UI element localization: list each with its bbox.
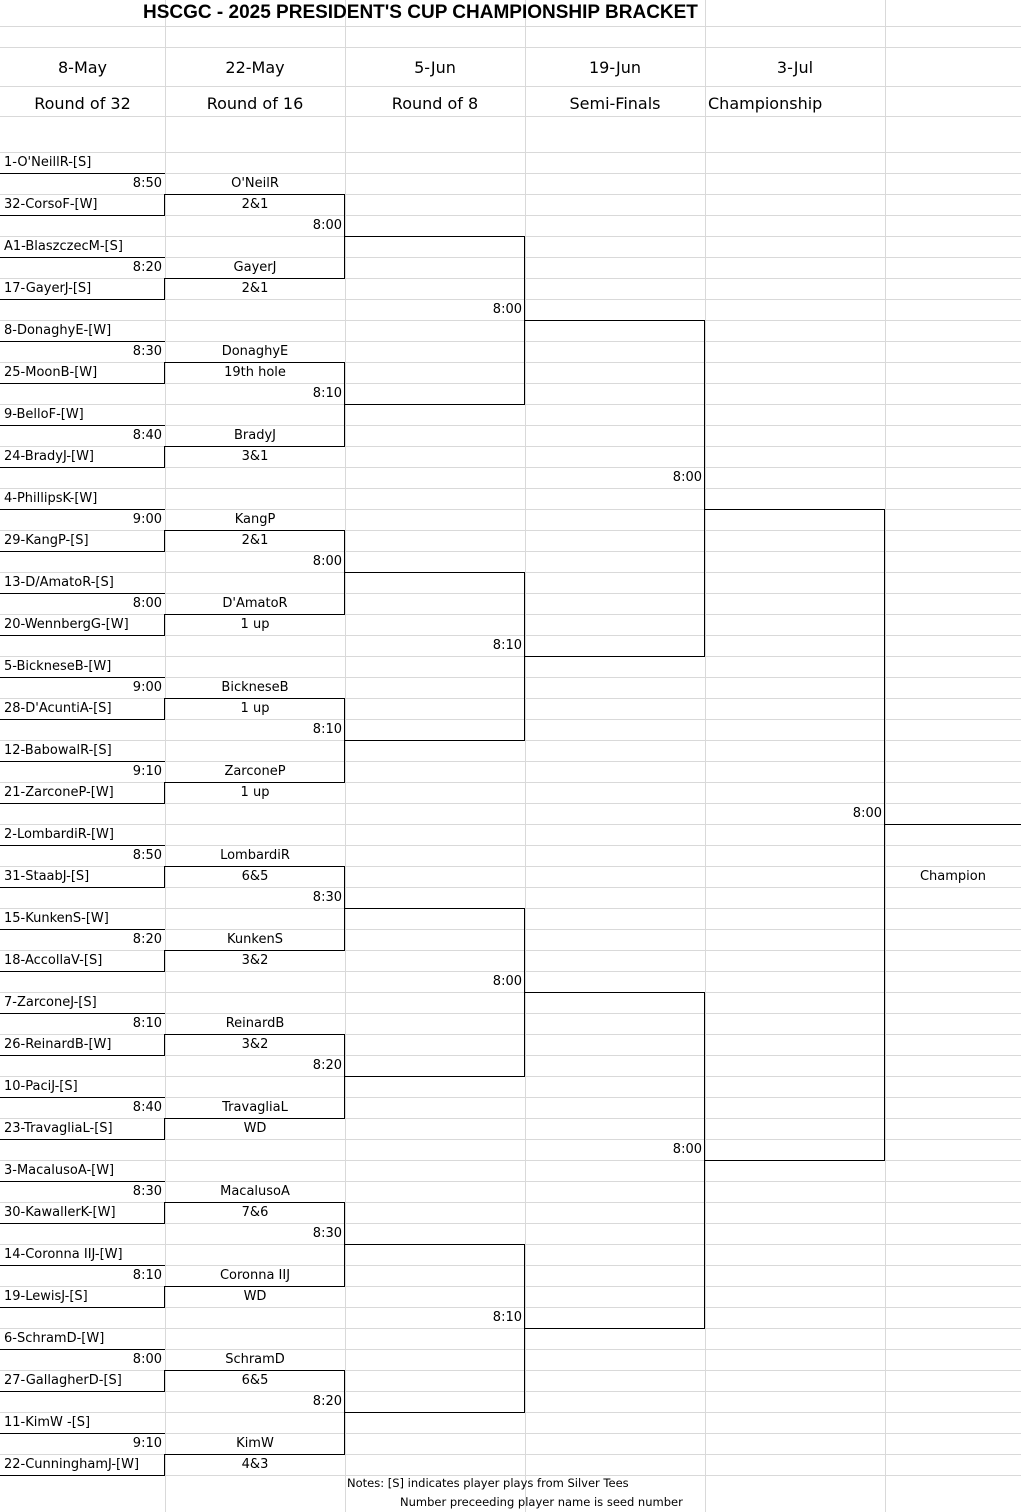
bracket-line — [704, 320, 705, 657]
player-bottom: 21-ZarconeP-[W] — [4, 785, 114, 800]
bracket-line — [0, 1223, 165, 1224]
match-winner: MacalusoA — [220, 1184, 290, 1199]
player-bottom: 23-TravagliaL-[S] — [4, 1121, 113, 1136]
player-bottom: 22-CunninghamJ-[W] — [4, 1457, 140, 1472]
match-score: 3&2 — [241, 1037, 269, 1052]
player-top: 3-MacalusoA-[W] — [4, 1163, 115, 1178]
tee-time: 8:50 — [132, 848, 162, 863]
match-winner: KangP — [234, 512, 276, 527]
player-bottom: 17-GayerJ-[S] — [4, 281, 92, 296]
player-bottom: 26-ReinardB-[W] — [4, 1037, 112, 1052]
tee-time: 8:20 — [132, 932, 162, 947]
bracket-line — [0, 1307, 165, 1308]
player-top: 9-BelloF-[W] — [4, 407, 84, 422]
tee-time: 8:30 — [132, 344, 162, 359]
match-winner: D'AmatoR — [222, 596, 288, 611]
round-date: 8-May — [57, 58, 108, 77]
tee-time: 8:20 — [312, 1058, 342, 1073]
round-date: 19-Jun — [588, 58, 642, 77]
tee-time: 8:00 — [132, 1352, 162, 1367]
player-bottom: 30-KawallerK-[W] — [4, 1205, 116, 1220]
match-winner: O'NeilR — [231, 176, 279, 191]
tee-time: 8:50 — [132, 176, 162, 191]
match-score: 6&5 — [241, 1373, 269, 1388]
player-bottom: 24-BradyJ-[W] — [4, 449, 95, 464]
match-winner: Coronna IIJ — [219, 1268, 291, 1283]
tee-time: 9:10 — [132, 764, 162, 779]
tee-time: 8:20 — [312, 1394, 342, 1409]
match-score: 4&3 — [241, 1457, 269, 1472]
player-bottom: 27-GallagherD-[S] — [4, 1373, 122, 1388]
match-winner: DonaghyE — [221, 344, 289, 359]
tee-time: 8:30 — [132, 1184, 162, 1199]
match-score: 6&5 — [241, 869, 269, 884]
tee-time: 8:00 — [492, 974, 522, 989]
match-winner: ZarconeP — [224, 764, 286, 779]
match-winner: KimW — [236, 1436, 274, 1451]
bracket-line — [345, 572, 525, 573]
player-bottom: 32-CorsoF-[W] — [4, 197, 98, 212]
player-top: 4-PhillipsK-[W] — [4, 491, 98, 506]
notes-line-2: Number preceeding player name is seed number — [400, 1495, 683, 1509]
player-bottom: 29-KangP-[S] — [4, 533, 89, 548]
match-score: 3&1 — [241, 449, 269, 464]
player-top: 5-BickneseB-[W] — [4, 659, 112, 674]
bracket-line — [525, 656, 705, 657]
round-name: Round of 32 — [34, 94, 131, 113]
match-winner: BickneseB — [221, 680, 289, 695]
player-bottom: 19-LewisJ-[S] — [4, 1289, 88, 1304]
tee-time: 8:10 — [492, 1310, 522, 1325]
player-top: 14-Coronna IIJ-[W] — [4, 1247, 123, 1262]
bracket-line — [0, 467, 165, 468]
bracket-line — [525, 1328, 705, 1329]
bracket-line — [884, 509, 885, 1161]
tee-time: 8:00 — [132, 596, 162, 611]
player-top: 1-O'NeillR-[S] — [4, 155, 92, 170]
grid-row-line — [0, 86, 1021, 87]
bracket-line — [0, 383, 165, 384]
round-name: Semi-Finals — [569, 94, 661, 113]
tee-time: 8:10 — [132, 1268, 162, 1283]
tee-time: 8:10 — [312, 722, 342, 737]
match-winner: ReinardB — [225, 1016, 285, 1031]
player-top: 10-PaciJ-[S] — [4, 1079, 78, 1094]
tee-time: 8:00 — [852, 806, 882, 821]
match-winner: GayerJ — [233, 260, 277, 275]
match-winner: TravagliaL — [222, 1100, 288, 1115]
tee-time: 9:00 — [132, 680, 162, 695]
bracket-line — [345, 740, 525, 741]
bracket-line — [0, 1055, 165, 1056]
player-bottom: 20-WennbergG-[W] — [4, 617, 129, 632]
bracket-line — [0, 215, 165, 216]
match-score: 3&2 — [241, 953, 269, 968]
match-score: 1 up — [240, 617, 270, 632]
bracket-line — [525, 992, 705, 993]
bracket-line — [345, 404, 525, 405]
bracket-line — [0, 971, 165, 972]
bracket-line — [0, 1139, 165, 1140]
player-top: 7-ZarconeJ-[S] — [4, 995, 97, 1010]
tee-time: 8:00 — [312, 218, 342, 233]
player-top: 8-DonaghyE-[W] — [4, 323, 112, 338]
bracket-line — [345, 236, 525, 237]
player-top: 15-KunkenS-[W] — [4, 911, 109, 926]
player-top: 6-SchramD-[W] — [4, 1331, 105, 1346]
round-name: Championship — [708, 94, 823, 113]
champion-label: Champion — [919, 869, 986, 884]
bracket-line — [705, 1160, 885, 1161]
bracket-line — [345, 1412, 525, 1413]
player-bottom: 31-StaabJ-[S] — [4, 869, 90, 884]
match-score: 7&6 — [241, 1205, 269, 1220]
page-title: HSCGC - 2025 PRESIDENT'S CUP CHAMPIONSHIP BRACKET — [143, 2, 698, 23]
round-date: 22-May — [225, 58, 285, 77]
round-name: Round of 8 — [391, 94, 479, 113]
match-winner: KunkenS — [227, 932, 283, 947]
bracket-line — [345, 908, 525, 909]
tee-time: 8:40 — [132, 428, 162, 443]
player-bottom: 18-AccollaV-[S] — [4, 953, 103, 968]
player-top: 13-D/AmatoR-[S] — [4, 575, 114, 590]
tee-time: 8:10 — [132, 1016, 162, 1031]
tee-time: 8:10 — [492, 638, 522, 653]
tee-time: 8:30 — [312, 1226, 342, 1241]
notes-line-1: Notes: [S] indicates player plays from Silver Tees — [347, 1476, 629, 1490]
player-top: 11-KimW -[S] — [4, 1415, 91, 1430]
bracket-line — [0, 635, 165, 636]
tee-time: 9:10 — [132, 1436, 162, 1451]
match-score: 2&1 — [241, 533, 269, 548]
match-winner: LombardiR — [220, 848, 290, 863]
round-name: Round of 16 — [206, 94, 304, 113]
player-top: 2-LombardiR-[W] — [4, 827, 114, 842]
match-score: WD — [243, 1289, 267, 1304]
bracket-line — [0, 719, 165, 720]
grid-row-line — [0, 47, 1021, 48]
player-top: 12-BabowalR-[S] — [4, 743, 112, 758]
tee-time: 8:20 — [132, 260, 162, 275]
match-score: 19th hole — [224, 365, 286, 380]
tee-time: 8:00 — [492, 302, 522, 317]
player-top: A1-BlaszczecM-[S] — [4, 239, 123, 254]
player-bottom: 25-MoonB-[W] — [4, 365, 98, 380]
bracket-line — [0, 299, 165, 300]
bracket-line — [345, 1244, 525, 1245]
bracket-line — [0, 1475, 165, 1476]
bracket-line — [525, 320, 705, 321]
tee-time: 8:40 — [132, 1100, 162, 1115]
match-winner: BradyJ — [233, 428, 276, 443]
bracket-line — [0, 803, 165, 804]
player-bottom: 28-D'AcuntiA-[S] — [4, 701, 112, 716]
match-score: 2&1 — [241, 197, 269, 212]
bracket-line — [345, 1076, 525, 1077]
tee-time: 9:00 — [132, 512, 162, 527]
grid-row-line — [0, 26, 1021, 27]
bracket-line — [885, 824, 1021, 825]
tee-time: 8:30 — [312, 890, 342, 905]
round-date: 3-Jul — [776, 58, 814, 77]
bracket-line — [705, 509, 885, 510]
match-score: WD — [243, 1121, 267, 1136]
match-score: 2&1 — [241, 281, 269, 296]
match-winner: SchramD — [225, 1352, 285, 1367]
tee-time: 8:00 — [312, 554, 342, 569]
match-score: 1 up — [240, 701, 270, 716]
match-score: 1 up — [240, 785, 270, 800]
tee-time: 8:00 — [672, 470, 702, 485]
bracket-line — [0, 551, 165, 552]
tee-time: 8:10 — [312, 386, 342, 401]
bracket-line — [0, 887, 165, 888]
round-date: 5-Jun — [414, 58, 456, 77]
tee-time: 8:00 — [672, 1142, 702, 1157]
bracket-line — [0, 1391, 165, 1392]
